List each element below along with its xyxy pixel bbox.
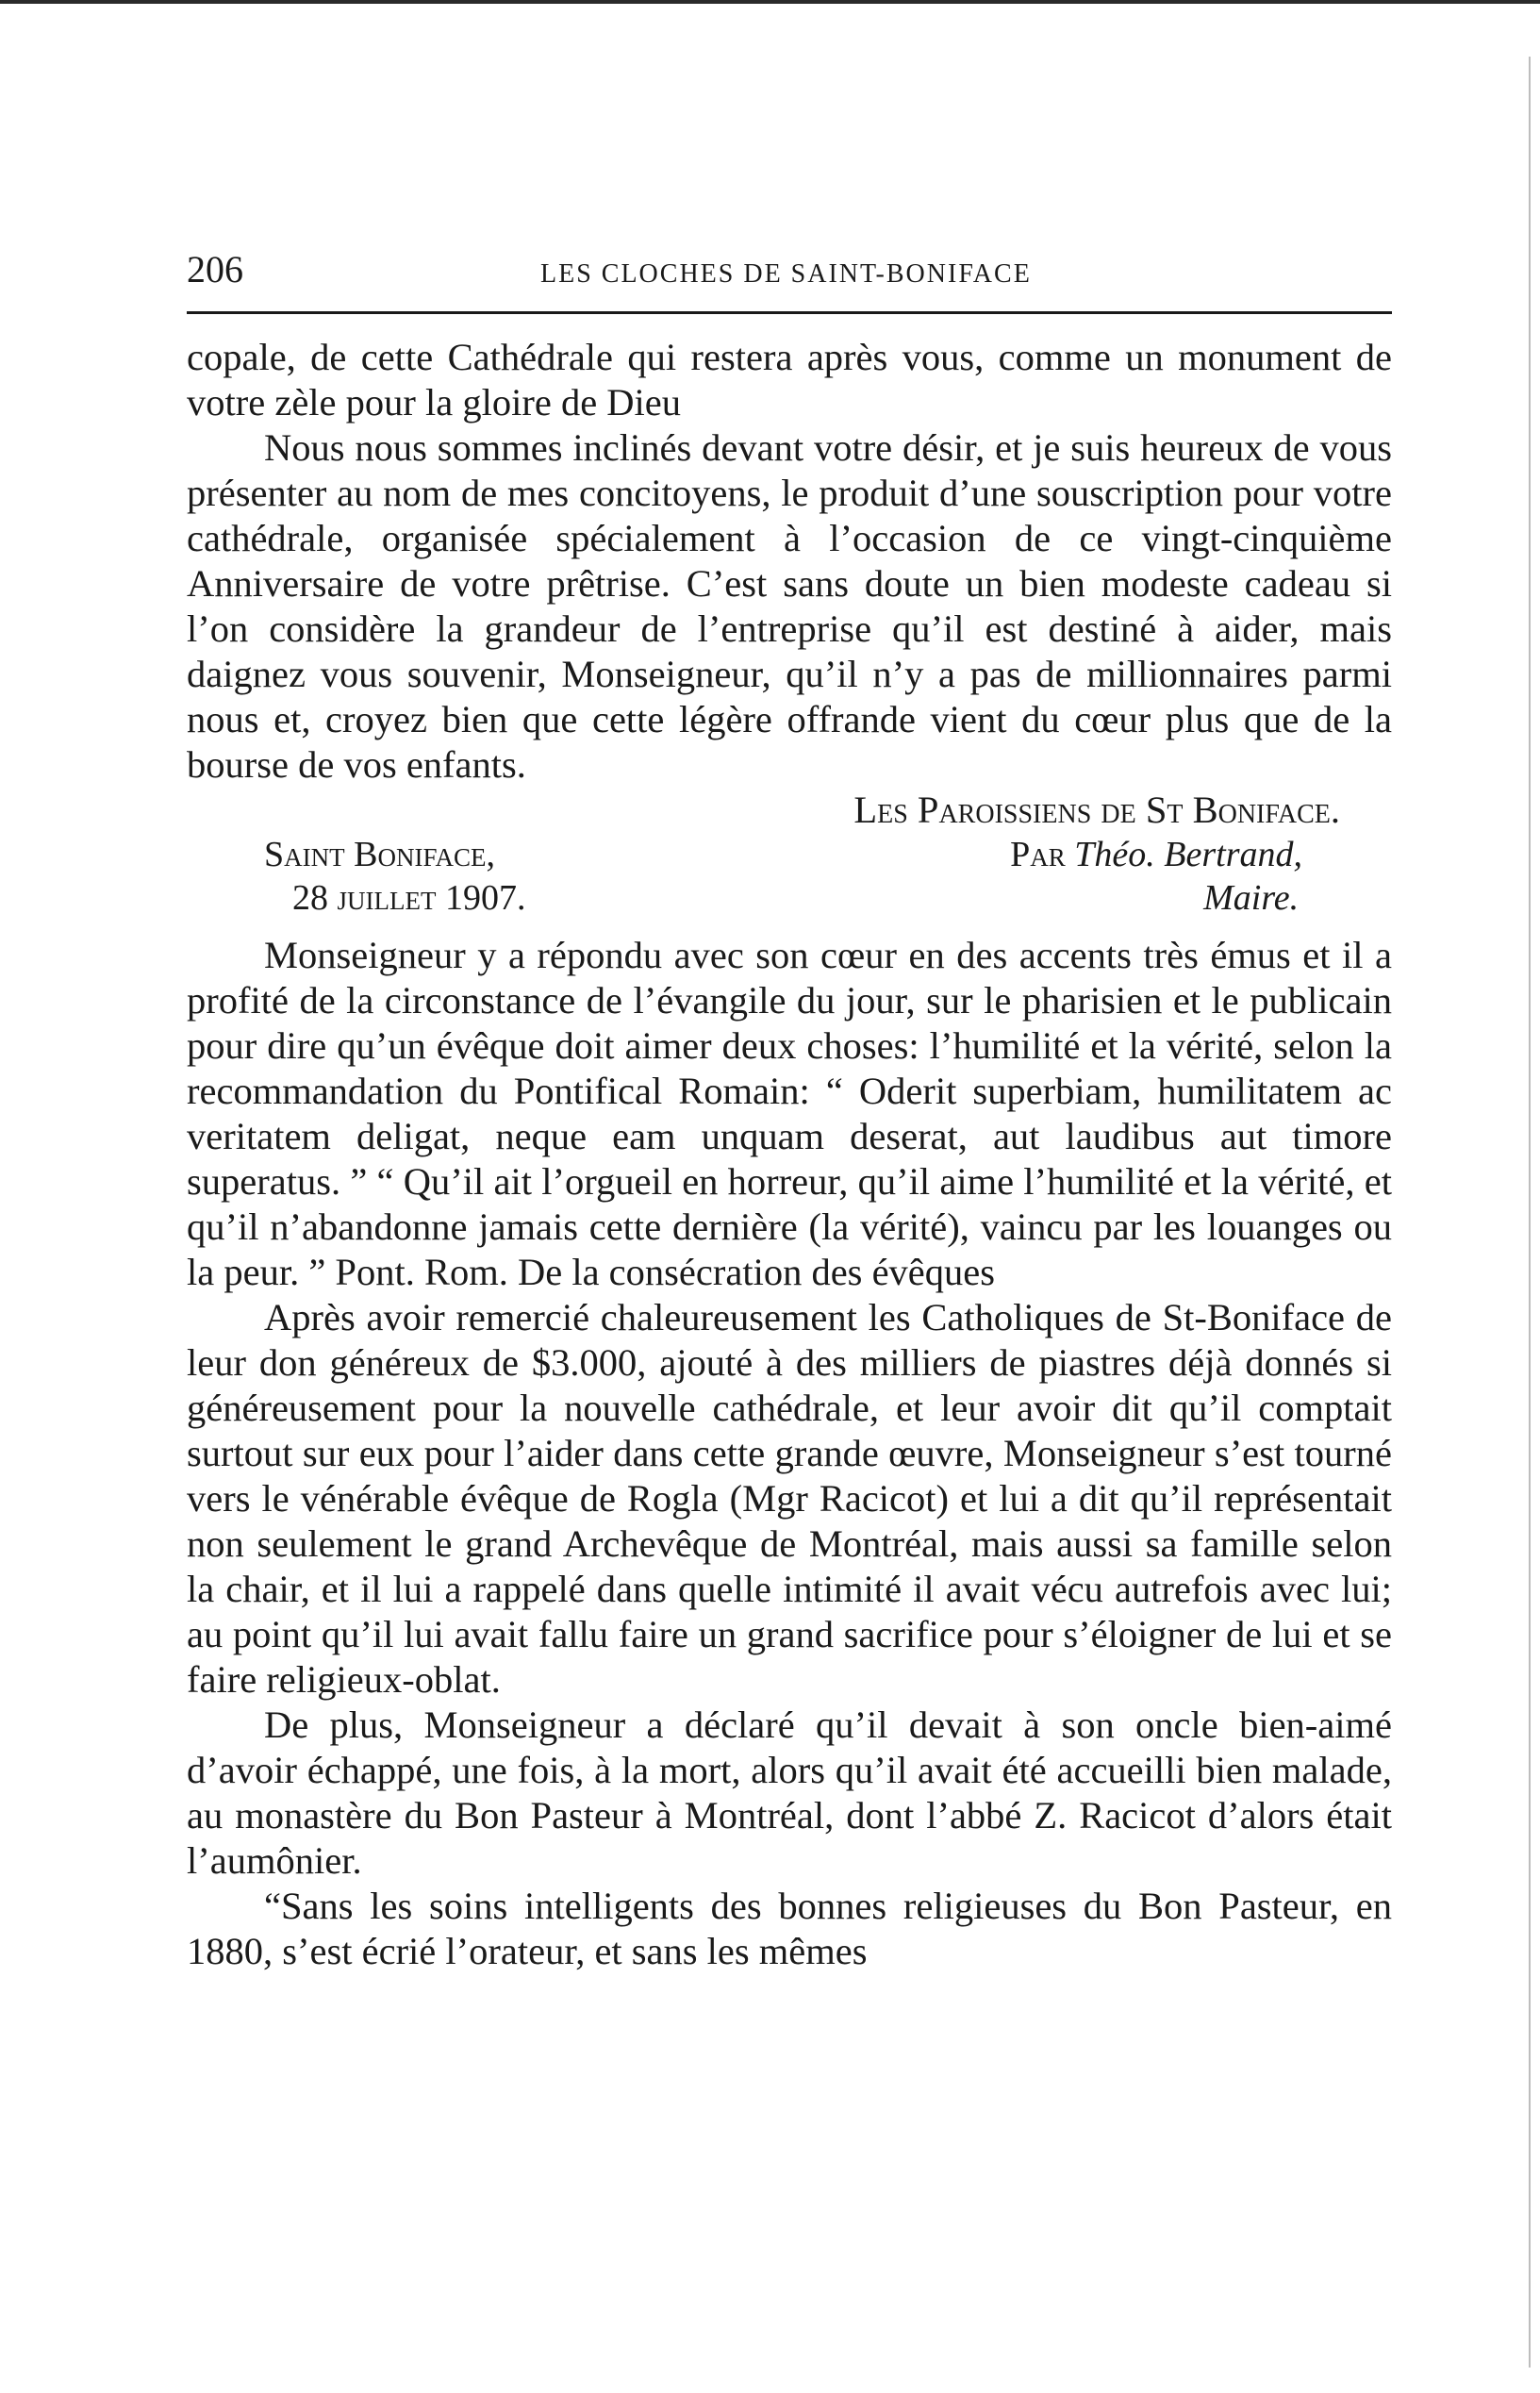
signature-name: Théo. Bertrand, [1074,835,1302,874]
signature-place-date [187,833,525,920]
signature-by-line [1010,833,1302,876]
book-page [187,247,1392,1974]
paragraph-response: Monseigneur y a répondu avec son cœur en des accents très émus et il a profité de la circonstance de l’évangile du jour, sur le pharisien et le publicain pour dire qu’un évêque doit aimer deux choses: l’humilité et la vérité, selon la recommandation du Pontifical Romain: “ Oderit superbiam, humilitatem ac veritatem deligat, neque eam unquam deserat, aut laudibus aut timore superatus. ” “ Qu’il ait l’orgueil en horreur, qu’il aime l’humilité et la vérité, et qu’il n’abandonne jamais cette dernière (la vérité), vaincu par les louanges ou la peur. ” Pont. Rom. De la consécration des évêques [187,934,1392,1293]
page-edge-shadow [1529,57,1531,2368]
page-header [187,247,1392,291]
paragraph-continuation: copale, de cette Cathédrale qui restera après vous, comme un monument de votre zèle pour la gloire de Dieu [187,336,1392,424]
paragraph-thanks: Après avoir remercié chaleureusement les Catholiques de St-Boniface de leur don généreux de $3.000, ajouté à des milliers de piastres déjà donnés si généreusement pour la nouvelle cathédrale, et leur avoir dit qu’il comptait surtout sur eux pour l’aider dans cette grande œuvre, Monseigneur s’est tourné vers le vénérable évêque de Rogla (Mgr Racicot) et lui a dit qu’il représentait non seulement le grand Archevêque de Montréal, mais aussi sa famille selon la chair, et il lui a rappelé dans quelle intimité il avait vécu autrefois avec lui; au point qu’il lui avait fallu faire un grand sacrifice pour s’éloigner de lui et se faire religieux-oblat. [187,1296,1392,1701]
paragraph-quote: “Sans les soins intelligents des bonnes religieuses du Bon Pasteur, en 1880, s’est écrié l’orateur, et sans les mêmes [187,1885,1392,1972]
header-rule [187,311,1392,314]
signature-role: Maire. [1203,878,1300,918]
signatory-line: Les Paroissiens de St Boniface. [853,789,1340,831]
signature-by-label: Par [1010,835,1066,874]
signature-block [187,833,1392,920]
paragraph-address: Nous nous sommes inclinés devant votre désir, et je suis heureux de vous présenter au nom de mes concitoyens, le produit d’une souscription pour votre cathédrale, organisée spécialement à l’occasion de ce vingt-cinquième Anniversaire de votre prêtrise. C’est sans doute un bien modeste cadeau si l’on considère la grandeur de l’entreprise qu’il est destiné à aider, mais daignez vous souvenir, Monseigneur, qu’il n’y a pas de millionnaires parmi nous et, croyez bien que cette légère offrande vient du cœur plus que de la bourse de vos enfants. [187,426,1392,786]
body-text [187,335,1392,1974]
running-title: LES CLOCHES DE SAINT-BONIFACE [540,259,1032,289]
top-edge-rule [0,0,1540,4]
page-number: 206 [187,248,243,291]
signature-signer [1010,833,1392,920]
signature-place: Saint Boniface, [264,835,495,874]
paragraph-uncle: De plus, Monseigneur a déclaré qu’il devait à son oncle bien-aimé d’avoir échappé, une fois, à la mort, alors qu’il avait été accueilli bien malade, au monastère du Bon Pasteur à Montréal, dont l’abbé Z. Racicot d’alors était l’aumônier. [187,1703,1392,1882]
signature-date: 28 juillet 1907. [292,878,526,918]
